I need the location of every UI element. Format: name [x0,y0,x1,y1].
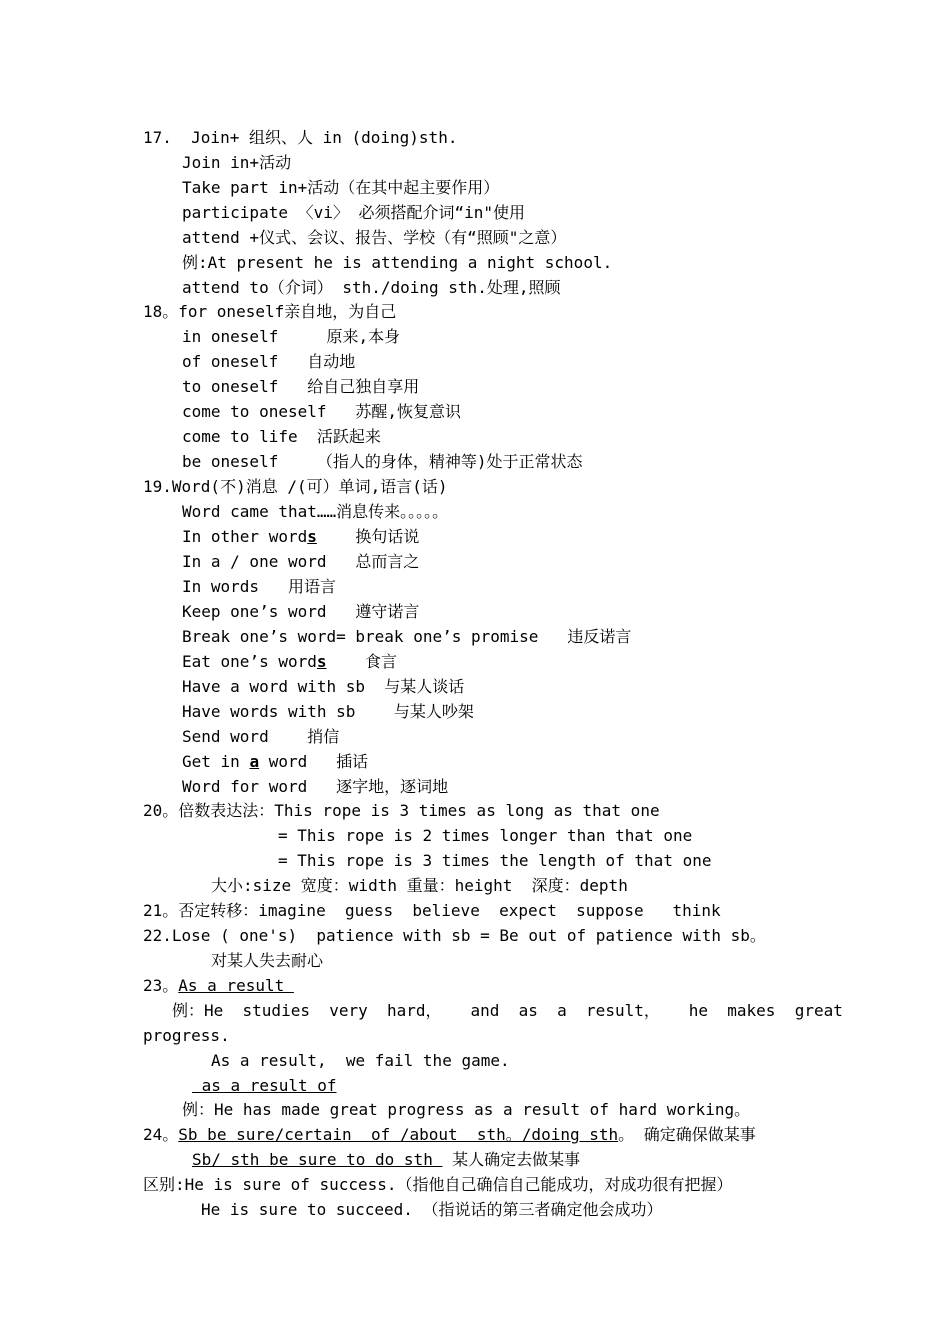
text-line: to oneself 给自己独自享用 [182,377,420,396]
item-22-heading: 22.Lose ( one's) patience with sb = Be out of patience with sb。 [143,926,766,945]
underlined-phrase: Sb/ sth be sure to do sth [192,1150,443,1169]
text-line: In a / one word 总而言之 [182,552,420,571]
text-line [182,652,397,672]
item-18-heading: 18。for oneself亲自地，为自己 [143,302,397,321]
text-line: Have words with sb 与某人吵架 [182,702,474,721]
text-line: participate 〈vi〉 必须搭配介词“in"使用 [182,203,526,222]
text-line: Break one’s word= break one’s promise 违反诺言 [182,627,632,646]
text-line: in oneself 原来,本身 [182,327,401,346]
text-line [182,752,368,772]
text-line: Send word 捎信 [182,727,340,746]
item-number: 24。 [143,1125,179,1144]
example-line: 例：He studies very hard， and as a result， he makes great [172,1001,843,1020]
text-line: of oneself 自动地 [182,352,356,371]
underlined-phrase: as a result of [192,1076,337,1095]
text-line: Join in+活动 [182,153,292,172]
text-line: come to life 活跃起来 [182,427,381,446]
underlined-phrase: Sb be sure/certain of /about sth。/doing sth [178,1125,619,1144]
emphasized-letter: s [316,652,327,671]
emphasized-letter: a [249,752,260,771]
translation-text: 食言 [326,652,398,671]
text-line: 区别:He is sure of success.（指他自己确信自己能成功，对成功很有把握） [143,1175,733,1194]
translation-text: word 插话 [259,752,369,771]
text-line: = This rope is 3 times the length of that one [278,851,712,870]
text-line: 大小:size 宽度：width 重量：height 深度：depth [211,876,628,895]
item-23-heading [143,976,294,996]
item-number: 23。 [143,976,179,995]
text-line: Keep one’s word 遵守诺言 [182,602,420,621]
emphasized-letter: s [307,527,317,546]
text-line: He is sure to succeed. （指说话的第三者确定他会成功） [201,1200,663,1219]
text-line: Have a word with sb 与某人谈话 [182,677,465,696]
example-line: 例:At present he is attending a night school. [182,253,613,272]
text-line: In words 用语言 [182,577,336,596]
text-line: come to oneself 苏醒,恢复意识 [182,402,462,421]
translation-text: 。 确定确保做某事 [618,1125,756,1144]
text-line: be oneself （指人的身体，精神等)处于正常状态 [182,452,583,471]
item-24-heading [143,1125,756,1145]
translation-text: 换句话说 [316,527,420,546]
example-line: 例：He has made great progress as a result of hard working。 [182,1100,751,1119]
item-17-heading: 17. Join+ 组织、人 in (doing)sth. [143,128,458,147]
item-21-heading: 21。否定转移：imagine guess believe expect suppose think [143,901,721,920]
translation-text: 某人确定去做某事 [442,1150,581,1169]
text-line: 对某人失去耐心 [211,951,324,970]
phrase-text: In other word [182,527,308,546]
underlined-phrase: As a result [178,976,294,995]
text-line: Word came that……消息传来。。。。。 [182,502,449,521]
text-line [182,527,419,547]
phrase-text: Eat one’s word [182,652,317,671]
text-line: Take part in+活动（在其中起主要作用） [182,178,500,197]
text-line: progress. [143,1026,230,1045]
phrase-text: Get in [182,752,250,771]
text-line: Word for word 逐字地，逐词地 [182,777,449,796]
text-line: attend to（介词） sth./doing sth.处理,照顾 [182,278,561,297]
text-line: attend +仪式、会议、报告、学校（有“照顾"之意） [182,228,567,247]
text-line: = This rope is 2 times longer than that one [278,826,693,845]
text-line [192,1150,580,1170]
item-19-heading: 19.Word(不)消息 /(可）单词,语言(话) [143,477,448,496]
item-20-heading: 20。倍数表达法：This rope is 3 times as long as that one [143,801,660,820]
text-line: As a result, we fail the game. [211,1051,510,1070]
